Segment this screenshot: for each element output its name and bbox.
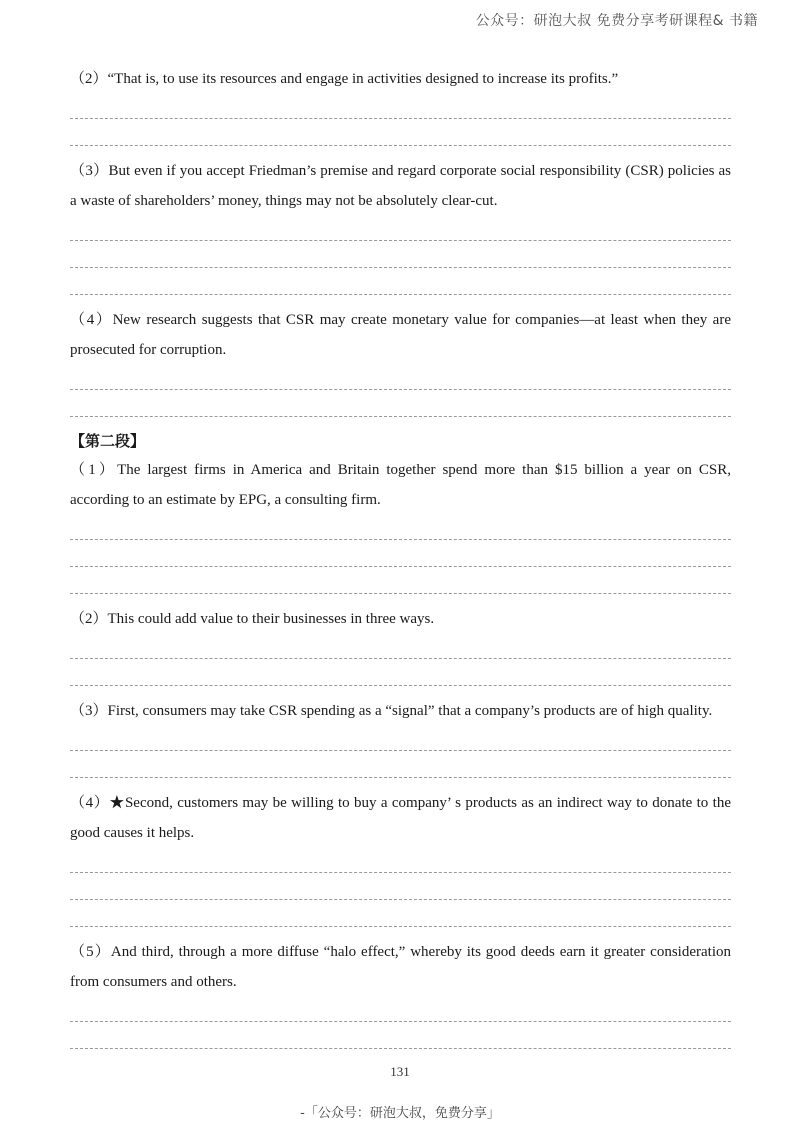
answer-lines xyxy=(70,750,731,778)
sentence-item-2-1 xyxy=(70,455,731,594)
sentence-item-1-3 xyxy=(70,156,731,295)
sentence-item-2-4 xyxy=(70,788,731,927)
answer-lines xyxy=(70,389,731,417)
answer-lines xyxy=(70,539,731,594)
answer-lines xyxy=(70,872,731,927)
answer-line[interactable] xyxy=(70,1021,731,1022)
sentence-text: （1）The largest firms in America and Britain together spend more than $15 billion a year on CSR, according to an estimate by EPG, a consulting firm. xyxy=(70,462,731,508)
answer-line[interactable] xyxy=(70,294,731,295)
footer-watermark: -「公众号：研泡大叔，免费分享」 xyxy=(300,1106,500,1121)
sentence-text: （4）★Second, customers may be willing to buy a company’ s products as an indirect way to donate to the good causes it helps. xyxy=(70,795,731,841)
page-number: 131 xyxy=(390,1064,410,1079)
answer-lines xyxy=(70,658,731,686)
answer-line[interactable] xyxy=(70,926,731,927)
answer-line[interactable] xyxy=(70,872,731,873)
answer-line[interactable] xyxy=(70,267,731,268)
answer-line[interactable] xyxy=(70,389,731,390)
sentence-text: （5）And third, through a more diffuse “halo effect,” whereby its good deeds earn it greater consideration from consumers and others. xyxy=(70,944,731,990)
answer-line[interactable] xyxy=(70,750,731,751)
sentence-text: （2）This could add value to their businesses in three ways. xyxy=(70,611,435,627)
section-heading: 【第二段】 xyxy=(70,432,146,450)
sentence-item-2-2 xyxy=(70,604,731,686)
answer-line[interactable] xyxy=(70,240,731,241)
answer-line[interactable] xyxy=(70,777,731,778)
header-watermark: 公众号：研泡大叔 免费分享考研课程& 书籍 xyxy=(475,13,758,29)
answer-line[interactable] xyxy=(70,658,731,659)
answer-line[interactable] xyxy=(70,416,731,417)
sentence-text: （2）“That is, to use its resources and engage in activities designed to increase its profits.” xyxy=(70,71,619,87)
sentence-item-1-4 xyxy=(70,305,731,417)
answer-lines xyxy=(70,240,731,295)
sentence-item-2-5 xyxy=(70,937,731,1049)
answer-line[interactable] xyxy=(70,118,731,119)
sentence-item-2-3 xyxy=(70,696,731,778)
answer-line[interactable] xyxy=(70,566,731,567)
sentence-text: （3）First, consumers may take CSR spending as a “signal” that a company’s products are of high quality. xyxy=(70,703,713,719)
answer-line[interactable] xyxy=(70,593,731,594)
sentence-text: （4）New research suggests that CSR may create monetary value for companies—at least when they are prosecuted for corruption. xyxy=(70,312,731,358)
answer-lines xyxy=(70,1021,731,1049)
answer-line[interactable] xyxy=(70,899,731,900)
sentence-text: （3）But even if you accept Friedman’s premise and regard corporate social responsibility (CSR) policies as a waste of shareholders’ money, things may not be absolutely clear-cut. xyxy=(70,163,731,209)
worksheet-page xyxy=(70,64,731,1059)
answer-line[interactable] xyxy=(70,685,731,686)
answer-line[interactable] xyxy=(70,539,731,540)
sentence-item-1-2 xyxy=(70,64,731,146)
answer-lines xyxy=(70,118,731,146)
answer-line[interactable] xyxy=(70,1048,731,1049)
answer-line[interactable] xyxy=(70,145,731,146)
